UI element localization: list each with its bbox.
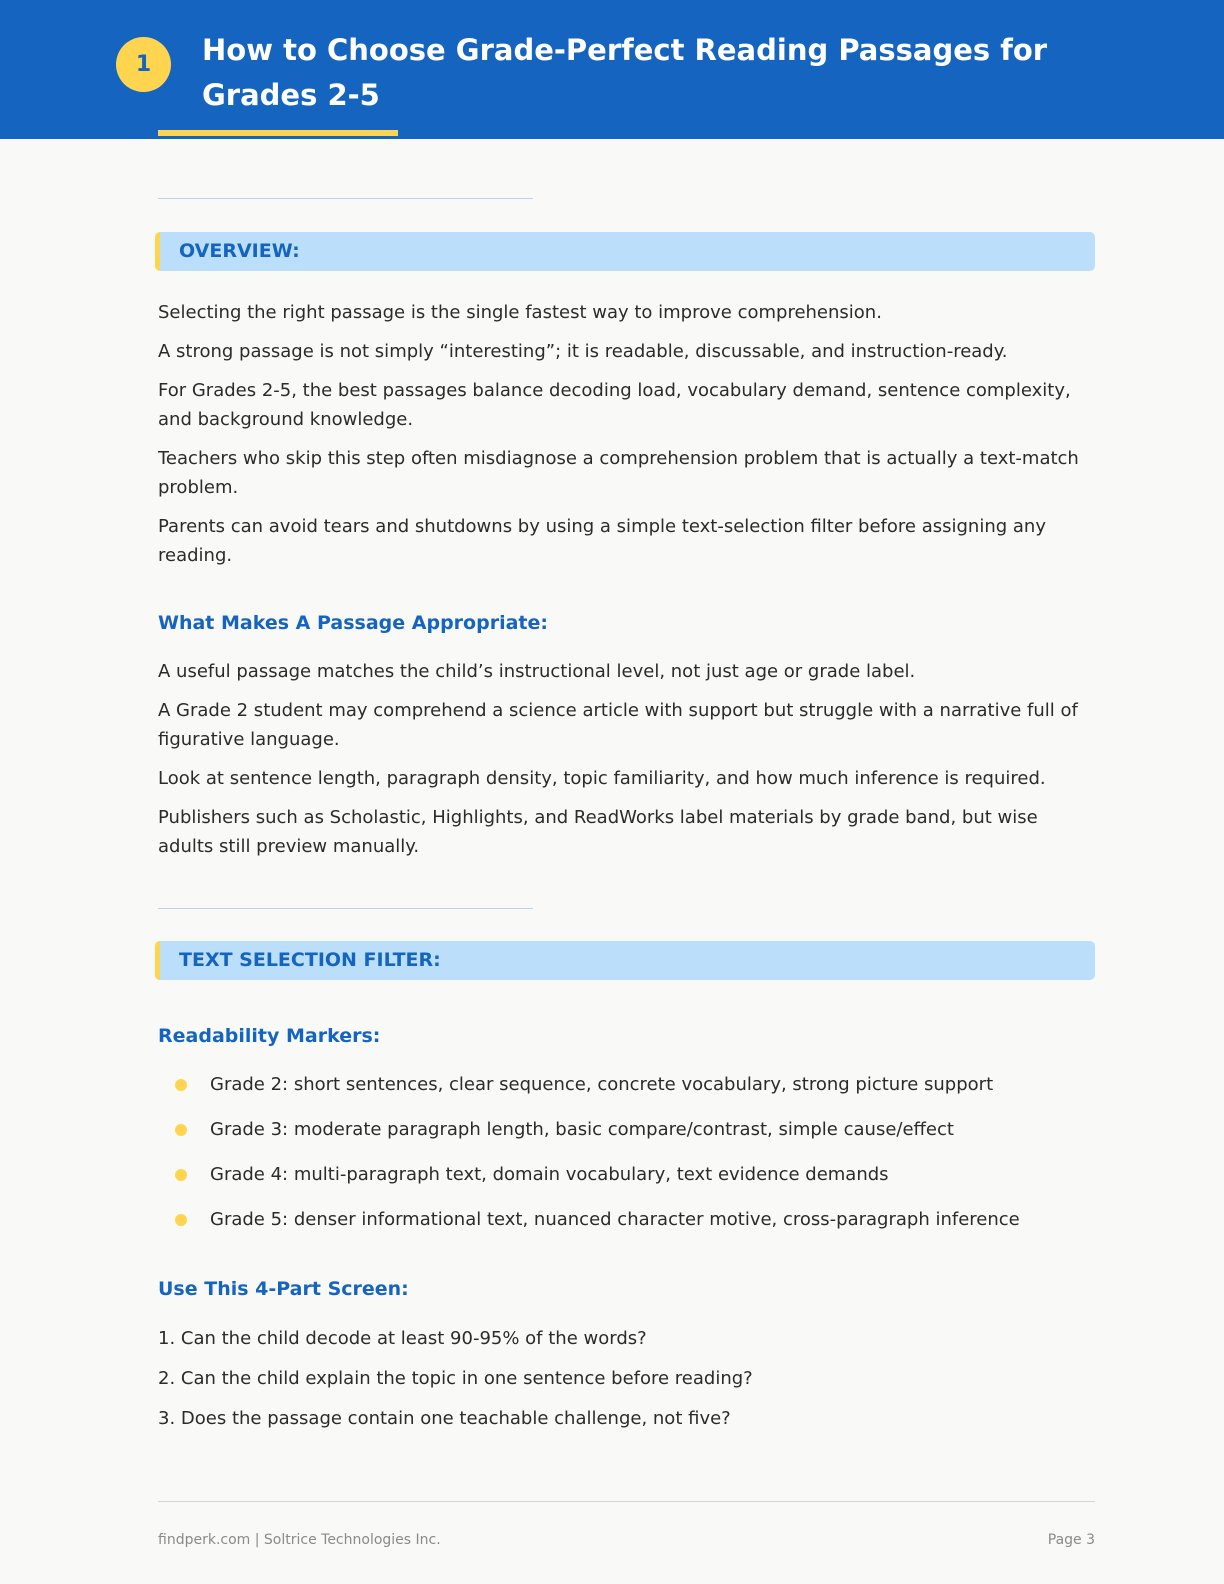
list-item: 1. Can the child decode at least 90-95% of the words? (158, 1328, 647, 1349)
page-title: How to Choose Grade-Perfect Reading Passages for Grades 2-5 (202, 33, 1048, 112)
bullet-dot-icon (175, 1169, 187, 1181)
bullet-dot-icon (175, 1214, 187, 1226)
screen-heading: Use This 4-Part Screen: (158, 1278, 409, 1300)
list-item: 3. Does the passage contain one teachable challenge, not five? (158, 1408, 731, 1429)
paragraph: Selecting the right passage is the single fastest way to improve comprehension. (158, 302, 882, 323)
list-item-text: Grade 2: short sentences, clear sequence, concrete vocabulary, strong picture support (210, 1074, 994, 1095)
appropriate-paragraphs (158, 657, 1098, 871)
overview-paragraphs (158, 298, 1098, 580)
filter-heading: TEXT SELECTION FILTER: (179, 949, 441, 971)
appropriate-heading: What Makes A Passage Appropriate: (158, 612, 548, 634)
bullet-dot-icon (175, 1124, 187, 1136)
list-item (158, 1115, 1098, 1160)
paragraph: Teachers who skip this step often misdiagnose a comprehension problem that is actually a text-match problem. (158, 448, 1079, 498)
list-item (158, 1160, 1098, 1205)
paragraph: A useful passage matches the child’s instructional level, not just age or grade label. (158, 661, 916, 682)
paragraph: Publishers such as Scholastic, Highlights, and ReadWorks label materials by grade band, but wise adults still preview manually. (158, 807, 1038, 857)
readability-list (158, 1070, 1098, 1250)
overview-banner (155, 232, 1095, 271)
section-divider (158, 908, 533, 909)
header-banner (0, 0, 1224, 139)
bullet-dot-icon (175, 1079, 187, 1091)
list-item-text: Grade 4: multi-paragraph text, domain vocabulary, text evidence demands (210, 1164, 889, 1185)
readability-heading: Readability Markers: (158, 1025, 381, 1047)
screen-list (158, 1324, 1098, 1444)
list-item-text: Grade 5: denser informational text, nuanced character motive, cross-paragraph inference (210, 1209, 1020, 1230)
filter-banner (155, 941, 1095, 980)
paragraph: Look at sentence length, paragraph density, topic familiarity, and how much inference is required. (158, 768, 1046, 789)
footer-rule (158, 1501, 1095, 1502)
title-underline (158, 130, 398, 136)
paragraph: For Grades 2-5, the best passages balance decoding load, vocabulary demand, sentence complexity, and background knowledge. (158, 380, 1071, 430)
paragraph: Parents can avoid tears and shutdowns by using a simple text-selection filter before assigning any reading. (158, 516, 1046, 566)
paragraph: A Grade 2 student may comprehend a science article with support but struggle with a narrative full of figurative language. (158, 700, 1078, 750)
list-item: 2. Can the child explain the topic in one sentence before reading? (158, 1368, 753, 1389)
chapter-number-badge: 1 (116, 37, 171, 92)
overview-heading: OVERVIEW: (179, 240, 300, 262)
list-item-text: Grade 3: moderate paragraph length, basic compare/contrast, simple cause/effect (210, 1119, 954, 1140)
section-divider (158, 198, 533, 199)
paragraph: A strong passage is not simply “interesting”; it is readable, discussable, and instruction-ready. (158, 341, 1008, 362)
footer-source: findperk.com | Soltrice Technologies Inc. (158, 1532, 441, 1548)
list-item (158, 1205, 1098, 1250)
page-number: Page 3 (1047, 1532, 1095, 1548)
list-item (158, 1070, 1098, 1115)
